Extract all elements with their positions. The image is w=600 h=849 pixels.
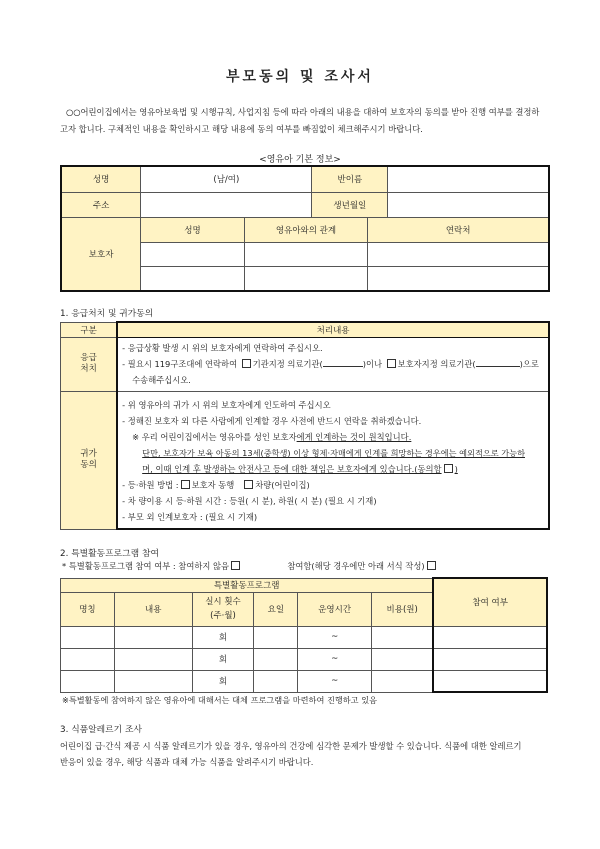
special-activity-table xyxy=(60,577,548,693)
basic-info-caption: <영유아 기본 정보> xyxy=(259,155,341,165)
col-day: 요일 xyxy=(254,592,298,626)
emergency-text: - 필요시 119구조대에 연락하여 xyxy=(122,359,238,369)
return-line-1: - 위 영유아의 귀가 시 위의 보호자에게 인도하여 주십시오 xyxy=(122,399,331,410)
emergency-label: 응급 처치 xyxy=(61,337,118,391)
vehicle-checkbox[interactable] xyxy=(244,480,253,489)
activity-content-field[interactable] xyxy=(114,648,192,670)
birth-field[interactable] xyxy=(388,192,549,218)
not-participate-label: * 특별활동프로그램 참여 여부 : 참여하지 않음 xyxy=(62,561,230,571)
hours-field[interactable]: ~ xyxy=(298,626,372,648)
intro-paragraph: ○○어린이집에서는 영유아보육법 및 시행규칙, 사업지침 등에 따라 아래의 내용을 대하여 보호자의 동의를 받아 진행 여부를 결정하고자 합니다. 구체적인 내용을 확인하시고 해당 내용에 동의 여부를 빠짐없이 체크해주시기 바랍니다. xyxy=(60,107,540,134)
guardian-name-header: 성명 xyxy=(141,218,245,243)
section2-heading: 2. 특별활동프로그램 참여 xyxy=(60,549,159,559)
guardian-table xyxy=(60,217,550,292)
col-times-label: 실시 횟수 xyxy=(205,597,241,607)
cost-field[interactable] xyxy=(372,648,434,670)
return-text: ) xyxy=(454,463,458,474)
return-text: 며, 이때 인계 후 발생하는 안전사고 등에 대한 책임은 보호자에게 있습니다.(동의함 xyxy=(142,463,442,474)
cost-field[interactable] xyxy=(372,626,434,648)
participation-field[interactable] xyxy=(433,626,547,648)
return-line-6 xyxy=(122,477,544,493)
special-activity-note: ※특별활동에 참여하지 않은 영유아에 대해서는 대체 프로그램을 마련하여 진행하고 있음 xyxy=(62,695,378,705)
guardian-relation-field[interactable] xyxy=(244,243,367,267)
return-line-3 xyxy=(122,429,544,445)
return-content xyxy=(117,391,549,529)
participation-field[interactable] xyxy=(433,648,547,670)
participation-field[interactable] xyxy=(433,670,547,692)
class-name-field[interactable] xyxy=(388,166,549,192)
guardian-contact-field[interactable] xyxy=(368,267,549,291)
day-field[interactable] xyxy=(254,626,298,648)
guardian-escort-checkbox[interactable] xyxy=(181,480,190,489)
not-participate-checkbox[interactable] xyxy=(231,561,240,570)
col-hours: 운영시간 xyxy=(298,592,372,626)
emergency-line-3: 수송해주십시오. xyxy=(132,375,191,385)
guardian-name-field[interactable] xyxy=(141,267,245,291)
vehicle-label: 차량(어린이집) xyxy=(255,479,310,490)
guardian-escort-label: 보호자 동행 xyxy=(191,479,235,490)
emergency-line-2 xyxy=(122,356,544,372)
times-field[interactable]: 회 xyxy=(192,626,254,648)
child-name-field[interactable] xyxy=(141,166,312,192)
birth-label: 생년월일 xyxy=(312,192,388,218)
guardian-hospital-checkbox[interactable] xyxy=(387,359,396,368)
col-times xyxy=(192,592,254,626)
guardian-label: 보호자 xyxy=(61,218,141,291)
participate-checkbox[interactable] xyxy=(427,561,436,570)
return-line-2: - 정해진 보호자 외 다른 사람에게 인계할 경우 사전에 반드시 연락을 취하겠습니다. xyxy=(122,415,422,426)
emergency-return-table xyxy=(60,321,550,530)
return-text: ※ 우리 어린이집에서는 영유아를 성인 보호자 xyxy=(132,431,297,442)
cost-field[interactable] xyxy=(372,670,434,692)
name-label: 성명 xyxy=(61,166,141,192)
col-times-unit: (주·월) xyxy=(210,611,236,621)
special-program-header: 특별활동프로그램 xyxy=(61,578,434,592)
address-label: 주소 xyxy=(61,192,141,218)
guardian-name-field[interactable] xyxy=(141,243,245,267)
day-field[interactable] xyxy=(254,648,298,670)
guardian-contact-field[interactable] xyxy=(368,243,549,267)
participate-label: 참여함(해당 경우에만 아래 서식 작성) xyxy=(287,561,425,571)
return-principle-text: 에게 인계하는 것이 원칙입니다. xyxy=(296,431,412,442)
guardian-relation-field[interactable] xyxy=(244,267,367,291)
content-header: 처리내용 xyxy=(117,322,549,337)
activity-name-field[interactable] xyxy=(61,626,115,648)
col-cost: 비용(원) xyxy=(372,592,434,626)
hours-field[interactable]: ~ xyxy=(298,670,372,692)
return-line-5 xyxy=(122,461,544,477)
return-line-7: - 차 량이용 시 등·하원 시간 : 등원( 시 분), 하원( 시 분) (필요 시 기재) xyxy=(122,495,377,506)
col-name: 명칭 xyxy=(61,592,115,626)
return-label: 귀가 동의 xyxy=(61,391,118,529)
participation-header: 참여 여부 xyxy=(433,578,547,626)
return-line-8: - 부모 외 인계보호자 : (필요 시 기재) xyxy=(122,511,258,522)
sibling-consent-checkbox[interactable] xyxy=(444,464,453,473)
return-text: - 등·하원 방법 : xyxy=(122,479,179,490)
guardian-hospital-field[interactable] xyxy=(476,366,520,367)
class-name-label: 반이름 xyxy=(312,166,388,192)
type-header: 구분 xyxy=(61,322,118,337)
page-title: 부모동의 및 조사서 xyxy=(226,69,374,85)
section3-heading: 3. 식품알레르기 조사 xyxy=(60,725,142,735)
guardian-relation-header: 영유아와의 관계 xyxy=(244,218,367,243)
hours-field[interactable]: ~ xyxy=(298,648,372,670)
participation-question xyxy=(62,560,438,572)
institution-hospital-field[interactable] xyxy=(323,366,363,367)
guardian-hospital-label: 보호자지정 의료기관( xyxy=(397,359,476,369)
institution-hospital-checkbox[interactable] xyxy=(242,359,251,368)
activity-name-field[interactable] xyxy=(61,670,115,692)
times-field[interactable]: 회 xyxy=(192,670,254,692)
col-content: 내용 xyxy=(114,592,192,626)
emergency-text: )이나 xyxy=(362,359,382,369)
emergency-content xyxy=(117,337,549,391)
activity-name-field[interactable] xyxy=(61,648,115,670)
allergy-paragraph xyxy=(60,738,522,770)
address-field[interactable] xyxy=(141,192,312,218)
emergency-text: )으로 xyxy=(519,359,539,369)
institution-hospital-label: 기관지정 의료기관( xyxy=(252,359,323,369)
basic-info-table xyxy=(60,165,550,219)
activity-content-field[interactable] xyxy=(114,670,192,692)
allergy-text-line: 반응이 있을 경우, 해당 식품과 대체 가능 식품을 알려주시기 바랍니다. xyxy=(60,757,314,767)
section1-heading: 1. 응급처치 및 귀가동의 xyxy=(60,309,154,319)
day-field[interactable] xyxy=(254,670,298,692)
gender-hint: (남/여) xyxy=(213,175,240,186)
return-line-4: 단만, 보호자가 보육 아동의 13세(중학생) 이상 형제·자매에게 인계를 희망하는 경우에는 예외적으로 가능하 xyxy=(142,447,525,458)
activity-content-field[interactable] xyxy=(114,626,192,648)
emergency-line-1: - 응급상황 발생 시 위의 보호자에게 연락하여 주십시오. xyxy=(122,343,323,353)
guardian-contact-header: 연락처 xyxy=(368,218,549,243)
allergy-text-line: 어린이집 급·간식 제공 시 식품 알레르기가 있을 경우, 영유아의 건강에 심각한 문제가 발생할 수 있습니다. 식품에 대한 알레르기 xyxy=(60,741,522,751)
times-field[interactable]: 회 xyxy=(192,648,254,670)
